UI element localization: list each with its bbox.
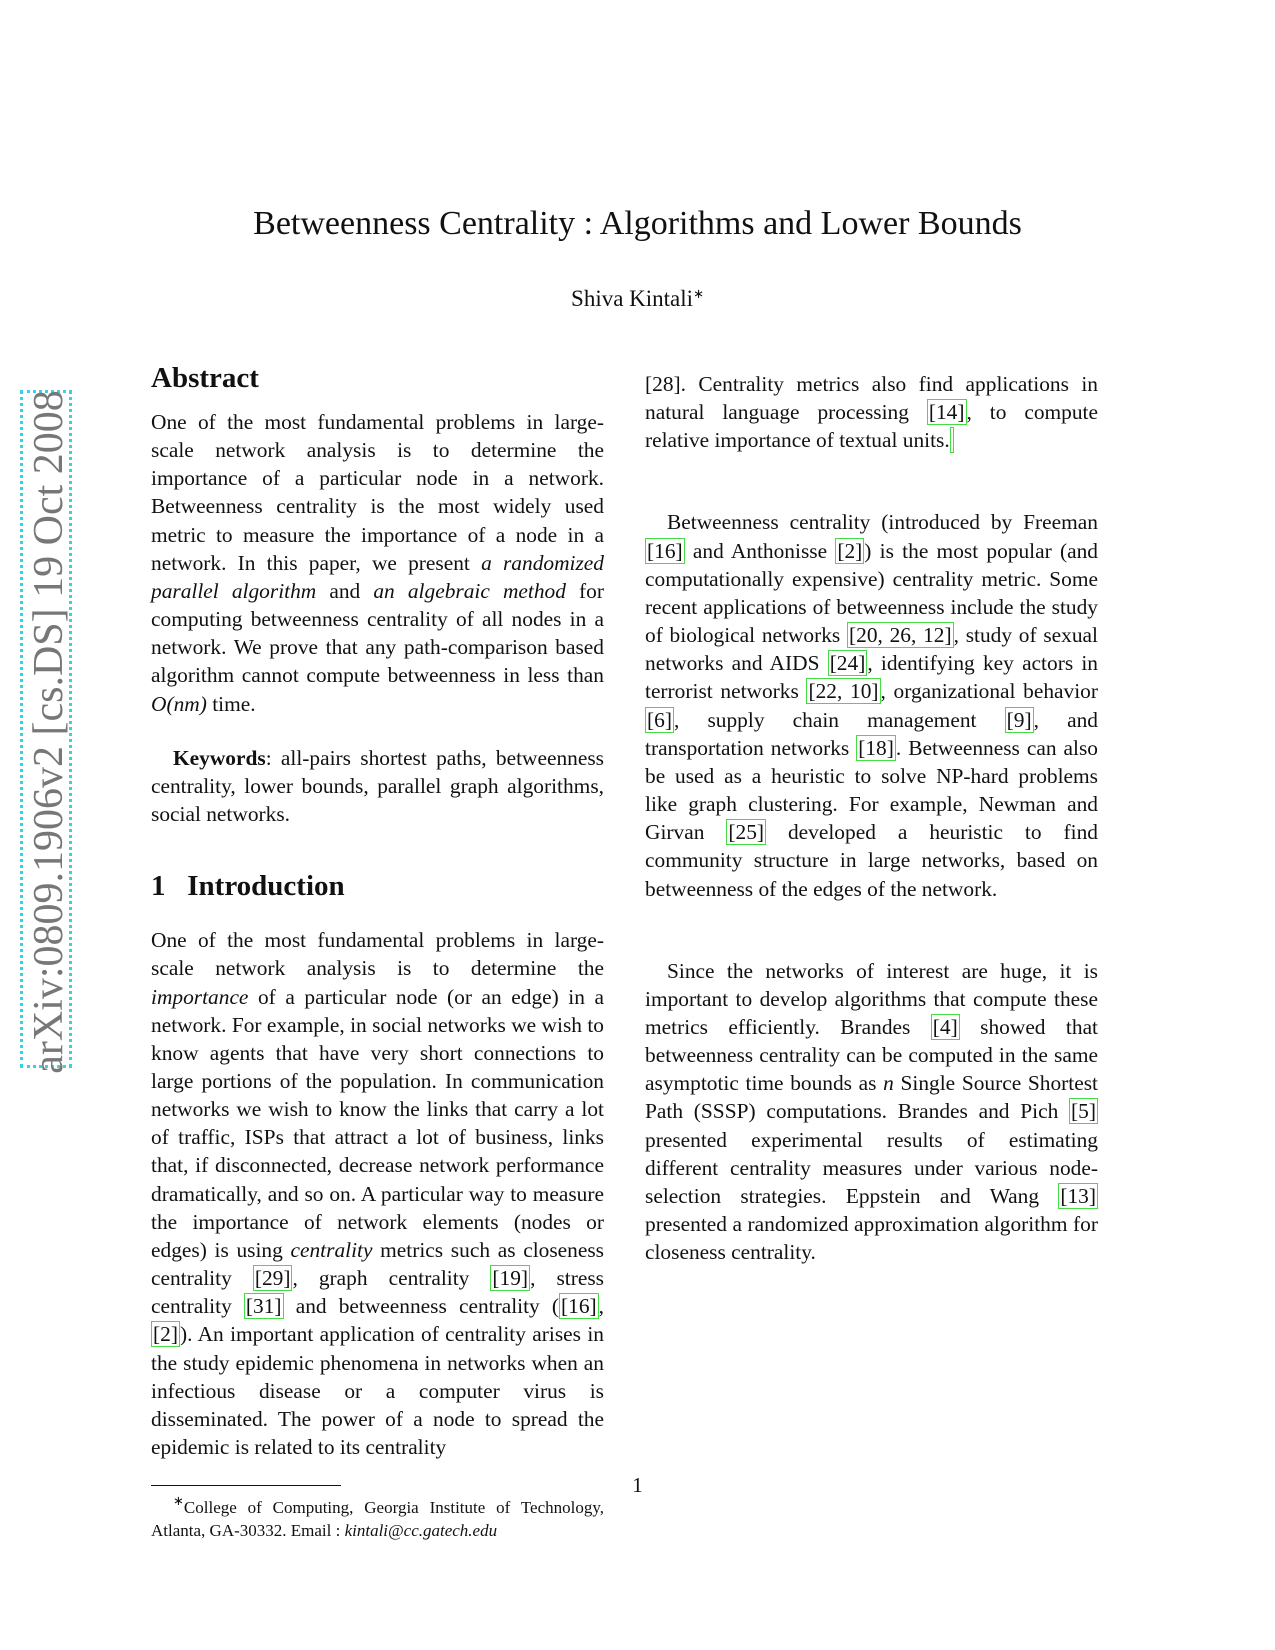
intro-text: , graph centrality bbox=[292, 1266, 491, 1291]
citation-link[interactable]: [4] bbox=[932, 1014, 958, 1039]
citation-link[interactable]: [19] bbox=[492, 1266, 529, 1291]
citation-link[interactable]: [2] bbox=[153, 1322, 178, 1347]
footnote-email[interactable]: kintali@cc.gatech.edu bbox=[344, 1520, 498, 1540]
intro-text: metrics such as closeness centrality bbox=[151, 1237, 604, 1291]
intro-text: showed that betweenness centrality can be computed in the same asymptotic time bounds as bbox=[645, 1014, 1099, 1096]
intro-text: Betweenness centrality (introduced by Freeman bbox=[667, 510, 1098, 535]
citation-link[interactable]: [5] bbox=[1071, 1099, 1096, 1124]
citation-link[interactable]: [16] bbox=[561, 1294, 597, 1319]
citation-link[interactable]: [16] bbox=[647, 538, 683, 563]
intro-text: , supply chain management bbox=[673, 707, 1005, 732]
intro-text: . Betweenness can also be used as a heuristic to solve NP-hard problems like graph clustering. For example, Newman and Girvan bbox=[645, 735, 1098, 845]
intro-paragraph-2 bbox=[645, 508, 1098, 902]
citation-link[interactable]: [31] bbox=[245, 1294, 282, 1319]
intro-text: , and transportation networks bbox=[645, 707, 1098, 760]
footnote-text: College of Computing, Georgia Institute of Technology, Atlanta, GA-30332. Email : bbox=[151, 1498, 604, 1540]
right-column bbox=[645, 370, 1098, 1266]
abstract-text: time. bbox=[206, 691, 256, 716]
citation-link[interactable]: [6] bbox=[647, 707, 672, 732]
intro-text: , to compute relative importance of textual units. bbox=[645, 400, 1098, 453]
intro-text: , bbox=[598, 1294, 604, 1319]
intro-emph: centrality bbox=[290, 1237, 373, 1262]
citation-link[interactable]: [2] bbox=[837, 538, 863, 563]
footnote-mark: ∗ bbox=[173, 1493, 184, 1509]
keywords-paragraph bbox=[151, 744, 604, 828]
abstract-emph: an algebraic method bbox=[373, 578, 566, 603]
citation-link[interactable]: [14] bbox=[928, 400, 965, 425]
intro-text: One of the most fundamental problems in large-scale network analysis is to determine the bbox=[151, 928, 604, 981]
intro-text: and Anthonisse bbox=[684, 538, 836, 563]
intro-text: and betweenness centrality ( bbox=[283, 1294, 559, 1319]
keywords-label: Keywords bbox=[173, 745, 266, 770]
intro-text: , identifying key actors in terrorist networks bbox=[645, 651, 1098, 704]
intro-math: n bbox=[883, 1071, 894, 1096]
left-column bbox=[151, 360, 604, 1542]
arxiv-identifier-stamp[interactable] bbox=[20, 390, 72, 1074]
abstract-text: One of the most fundamental problems in large-scale network analysis is to determine the importance of a particular node in a network. Betweenness centrality is the most widely used metric to measure the importance of a node in a network. In this paper, we present bbox=[151, 410, 604, 575]
intro-text: ) is the most popular (and computationally expensive) centrality metric. Some recent applications of betweenness include the study of biological networks bbox=[645, 538, 1098, 648]
citation-link[interactable]: [25] bbox=[728, 820, 765, 845]
intro-text: presented experimental results of estimating different centrality measures under various node-selection strategies. Eppstein and Wang bbox=[645, 1127, 1098, 1208]
intro-paragraph-1-continued bbox=[645, 370, 1098, 454]
citation-link[interactable]: [13] bbox=[1060, 1183, 1096, 1208]
citation-link[interactable] bbox=[950, 427, 954, 453]
intro-text: developed a heuristic to find community structure in large networks, based on betweenness of the edges of the network. bbox=[645, 820, 1099, 901]
page-number: 1 bbox=[632, 1473, 643, 1497]
abstract-text: for computing betweenness centrality of all nodes in a network. We prove that any path-comparison based algorithm cannot compute betweenness in less than bbox=[151, 578, 604, 688]
intro-text: , study of sexual networks and AIDS bbox=[645, 623, 1098, 676]
author-line bbox=[0, 280, 1275, 313]
arxiv-identifier-text: arXiv:0809.1906v2 [cs.DS] 19 Oct 2008 bbox=[26, 390, 72, 1074]
citation-link[interactable]: [9] bbox=[1006, 707, 1032, 732]
paper-title: Betweenness Centrality : Algorithms and Lower Bounds bbox=[253, 205, 1022, 242]
keywords-text: : all-pairs shortest paths, betweenness centrality, lower bounds, parallel graph algorithms, social networks. bbox=[151, 745, 604, 827]
abstract-text: and bbox=[316, 578, 374, 603]
abstract-paragraph bbox=[151, 408, 604, 718]
author-name: Shiva Kintali bbox=[571, 286, 694, 311]
citation-link[interactable]: [20, 26, 12] bbox=[849, 623, 952, 648]
citation-link[interactable]: [29] bbox=[254, 1266, 291, 1291]
intro-emph: importance bbox=[151, 984, 249, 1009]
author-footnote-mark[interactable]: ∗ bbox=[693, 286, 704, 301]
citation-link[interactable]: [24] bbox=[829, 651, 866, 676]
intro-text: [28] bbox=[645, 372, 681, 396]
intro-paragraph-1 bbox=[151, 926, 604, 1461]
section-number: 1 bbox=[151, 870, 166, 903]
citation-link[interactable]: [22, 10] bbox=[808, 679, 879, 704]
intro-text: , organizational behavior bbox=[880, 679, 1098, 704]
abstract-emph: a randomized parallel algorithm bbox=[151, 550, 604, 603]
intro-text: of a particular node (or an edge) in a network. For example, in social networks we wish to know agents that have very short connections to large portions of the population. In communication networks we wish to know the links that carry a lot of traffic, ISPs that attract a lot of business, links that, if disconnected, decrease network performance dramatically, and so on. A particular way to measure the importance of network elements (nodes or edges) is using bbox=[151, 984, 604, 1262]
intro-text: Single Source Shortest Path (SSSP) computations. Brandes and Pich bbox=[645, 1071, 1098, 1124]
intro-text: . Centrality metrics also find applications in natural language processing bbox=[645, 372, 1098, 425]
intro-text: , stress centrality bbox=[151, 1266, 604, 1319]
intro-text: presented a randomized approximation algorithm for closeness centrality. bbox=[645, 1212, 1098, 1265]
section-heading-introduction bbox=[151, 868, 604, 904]
intro-text: ). An important application of centrality arises in the study epidemic phenomena in networks when an infectious disease or a computer virus is disseminated. The power of a node to spread the epidemic is related to its centrality bbox=[151, 1322, 604, 1459]
abstract-math: O(nm) bbox=[151, 691, 207, 716]
intro-text: Since the networks of interest are huge, it is important to develop algorithms that compute these metrics efficiently. Brandes bbox=[645, 958, 1098, 1039]
citation-link[interactable]: [18] bbox=[858, 735, 894, 760]
section-title: Introduction bbox=[187, 870, 345, 903]
intro-paragraph-3 bbox=[645, 957, 1098, 1267]
abstract-heading: Abstract bbox=[151, 362, 259, 394]
